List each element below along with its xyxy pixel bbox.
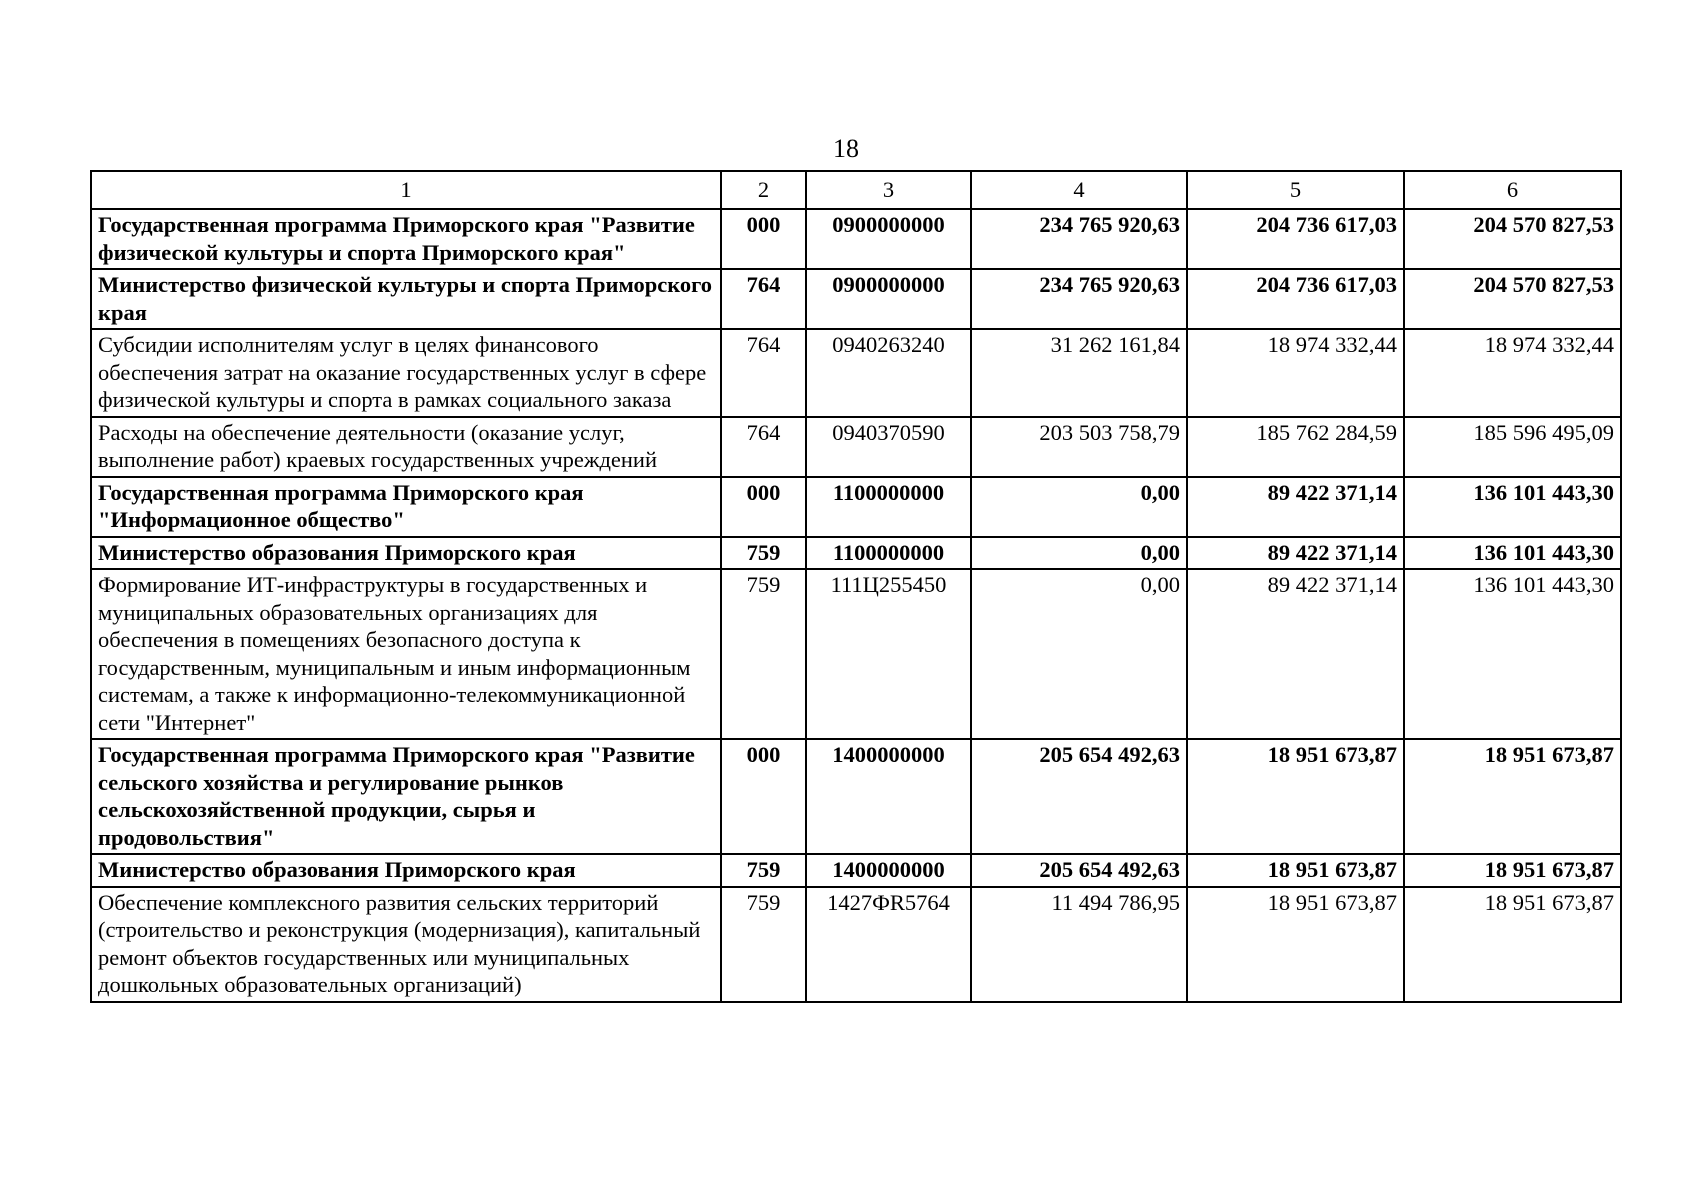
row-name-cell: Субсидии исполнителям услуг в целях финансового обеспечения затрат на оказание государственных услуг в сфере физической культуры и спорта в рамках социального заказа	[91, 329, 721, 417]
row-amount-6-cell: 18 951 673,87	[1404, 887, 1621, 1002]
row-target-code-cell: 0900000000	[806, 209, 971, 269]
row-amount-6-cell: 18 951 673,87	[1404, 854, 1621, 887]
row-amount-4-cell: 205 654 492,63	[971, 854, 1187, 887]
row-amount-6-cell: 204 570 827,53	[1404, 209, 1621, 269]
row-amount-5-cell: 18 951 673,87	[1187, 887, 1404, 1002]
column-header-5: 5	[1187, 171, 1404, 209]
column-header-6: 6	[1404, 171, 1621, 209]
row-amount-4-cell: 205 654 492,63	[971, 739, 1187, 854]
table-row	[91, 537, 1621, 570]
table-body	[91, 209, 1621, 1002]
row-target-code-cell: 0940263240	[806, 329, 971, 417]
row-name-cell: Министерство физической культуры и спорта Приморского края	[91, 269, 721, 329]
table-row	[91, 887, 1621, 1002]
table-row	[91, 209, 1621, 269]
row-amount-6-cell: 18 951 673,87	[1404, 739, 1621, 854]
table-row	[91, 569, 1621, 739]
row-amount-6-cell: 136 101 443,30	[1404, 477, 1621, 537]
row-amount-4-cell: 0,00	[971, 477, 1187, 537]
row-name-cell: Расходы на обеспечение деятельности (оказание услуг, выполнение работ) краевых государственных учреждений	[91, 417, 721, 477]
row-code-cell: 759	[721, 537, 806, 570]
row-amount-4-cell: 0,00	[971, 569, 1187, 739]
row-amount-4-cell: 203 503 758,79	[971, 417, 1187, 477]
row-target-code-cell: 0900000000	[806, 269, 971, 329]
column-header-4: 4	[971, 171, 1187, 209]
row-code-cell: 759	[721, 854, 806, 887]
row-amount-4-cell: 234 765 920,63	[971, 269, 1187, 329]
row-amount-4-cell: 234 765 920,63	[971, 209, 1187, 269]
row-amount-6-cell: 185 596 495,09	[1404, 417, 1621, 477]
table-row	[91, 269, 1621, 329]
row-code-cell: 764	[721, 329, 806, 417]
row-amount-5-cell: 18 951 673,87	[1187, 739, 1404, 854]
row-amount-5-cell: 185 762 284,59	[1187, 417, 1404, 477]
row-amount-6-cell: 18 974 332,44	[1404, 329, 1621, 417]
row-code-cell: 000	[721, 739, 806, 854]
row-amount-5-cell: 204 736 617,03	[1187, 209, 1404, 269]
row-amount-5-cell: 89 422 371,14	[1187, 537, 1404, 570]
row-target-code-cell: 111Ц255450	[806, 569, 971, 739]
row-name-cell: Обеспечение комплексного развития сельских территорий (строительство и реконструкция (модернизация), капитальный ремонт объектов государственных или муниципальных дошкольных образовательных организаций)	[91, 887, 721, 1002]
row-name-cell: Министерство образования Приморского края	[91, 537, 721, 570]
row-target-code-cell: 1400000000	[806, 854, 971, 887]
row-amount-5-cell: 204 736 617,03	[1187, 269, 1404, 329]
row-amount-6-cell: 136 101 443,30	[1404, 537, 1621, 570]
table-row	[91, 329, 1621, 417]
row-name-cell: Государственная программа Приморского края "Развитие сельского хозяйства и регулирование рынков сельскохозяйственной продукции, сырья и продовольствия"	[91, 739, 721, 854]
table-row	[91, 417, 1621, 477]
table-row	[91, 477, 1621, 537]
column-header-1: 1	[91, 171, 721, 209]
row-amount-6-cell: 136 101 443,30	[1404, 569, 1621, 739]
row-code-cell: 764	[721, 417, 806, 477]
row-amount-5-cell: 89 422 371,14	[1187, 477, 1404, 537]
table-row	[91, 854, 1621, 887]
row-code-cell: 000	[721, 477, 806, 537]
row-code-cell: 759	[721, 887, 806, 1002]
row-name-cell: Формирование ИТ-инфраструктуры в государственных и муниципальных образовательных организациях для обеспечения в помещениях безопасного доступа к государственным, муниципальным и иным информационным системам, а также к информационно-телекоммуникационной сети "Интернет"	[91, 569, 721, 739]
column-header-2: 2	[721, 171, 806, 209]
row-code-cell: 759	[721, 569, 806, 739]
column-header-3: 3	[806, 171, 971, 209]
row-target-code-cell: 1400000000	[806, 739, 971, 854]
table-row	[91, 739, 1621, 854]
row-target-code-cell: 1427ФR5764	[806, 887, 971, 1002]
row-target-code-cell: 1100000000	[806, 537, 971, 570]
row-amount-5-cell: 89 422 371,14	[1187, 569, 1404, 739]
row-name-cell: Министерство образования Приморского края	[91, 854, 721, 887]
table-header-row	[91, 171, 1621, 209]
row-target-code-cell: 0940370590	[806, 417, 971, 477]
row-amount-6-cell: 204 570 827,53	[1404, 269, 1621, 329]
page-number: 18	[833, 134, 859, 163]
row-code-cell: 764	[721, 269, 806, 329]
row-code-cell: 000	[721, 209, 806, 269]
row-name-cell: Государственная программа Приморского края "Развитие физической культуры и спорта Приморского края"	[91, 209, 721, 269]
row-amount-4-cell: 0,00	[971, 537, 1187, 570]
row-amount-4-cell: 31 262 161,84	[971, 329, 1187, 417]
budget-table	[90, 170, 1622, 1003]
row-target-code-cell: 1100000000	[806, 477, 971, 537]
row-amount-4-cell: 11 494 786,95	[971, 887, 1187, 1002]
row-amount-5-cell: 18 951 673,87	[1187, 854, 1404, 887]
row-name-cell: Государственная программа Приморского края "Информационное общество"	[91, 477, 721, 537]
row-amount-5-cell: 18 974 332,44	[1187, 329, 1404, 417]
